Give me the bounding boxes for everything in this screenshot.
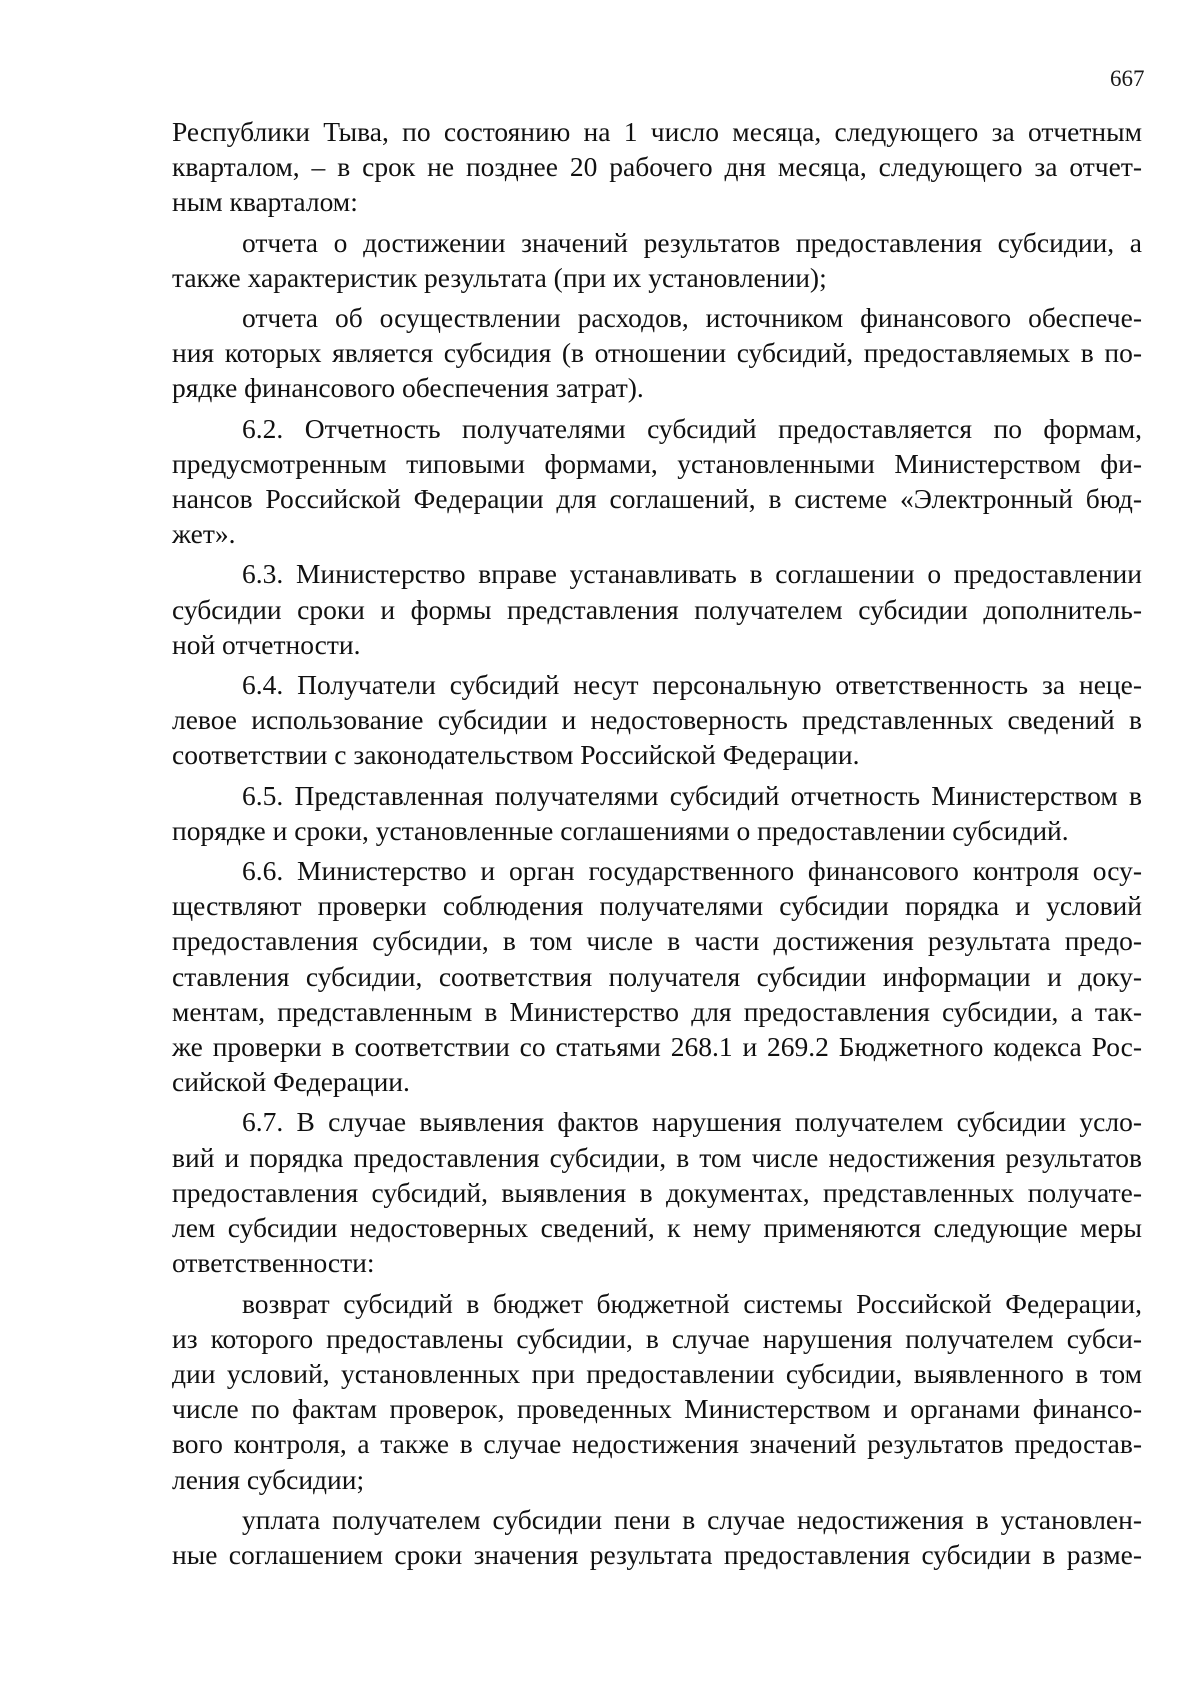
text-line: жет». [172, 518, 236, 550]
text-line: левое использование субсидии и недостоверность представленных сведений в [172, 704, 1142, 736]
text-line: Республики Тыва, по состоянию на 1 число месяца, следующего за отчетным [172, 116, 1142, 147]
text-line: предоставления субсидии, в том числе в части достижения результата предо- [172, 925, 1142, 957]
text-line: предоставления субсидий, выявления в документах, представленных получате- [172, 1176, 1142, 1208]
text-line: соответствии с законодательством Российской Федерации. [172, 739, 860, 771]
text-line: ления субсидии; [172, 1463, 365, 1495]
text-line: лем субсидии недостоверных сведений, к нему применяются следующие меры [172, 1212, 1142, 1244]
document-body [172, 114, 1142, 1572]
text-line: порядке и сроки, установленные соглашениями о предоставлении субсидий. [172, 814, 1069, 846]
text-line: ным кварталом: [172, 186, 358, 218]
text-line: ответственности: [172, 1247, 375, 1279]
text-line: отчета о достижении значений результатов предоставления субсидии, а [242, 226, 1142, 258]
text-line: ния которых является субсидия (в отношении субсидий, предоставляемых в по- [172, 337, 1142, 369]
text-line: уплата получателем субсидии пени в случае недостижения в установлен- [242, 1503, 1142, 1535]
text-line: 6.4. Получатели субсидий несут персональную ответственность за неце- [242, 669, 1142, 701]
text-line: дии условий, установленных при предоставлении субсидии, выявленного в том [172, 1357, 1142, 1389]
text-line: также характеристик результата (при их установлении); [172, 261, 827, 293]
text-line: возврат субсидий в бюджет бюджетной системы Российской Федерации, [242, 1287, 1142, 1319]
text-line: кварталом, – в срок не позднее 20 рабочего дня месяца, следующего за отчет- [172, 151, 1142, 183]
text-line: ментам, представленным в Министерство для предоставления субсидии, а так- [172, 995, 1142, 1027]
text-line: ной отчетности. [172, 628, 361, 660]
page-number: 667 [1110, 66, 1145, 91]
text-line: 6.2. Отчетность получателями субсидий предоставляется по формам, [242, 412, 1142, 444]
text-line: ществляют проверки соблюдения получателями субсидии порядка и условий [172, 890, 1142, 922]
text-line: 6.6. Министерство и орган государственного финансового контроля осу- [242, 855, 1142, 887]
text-line: 6.3. Министерство вправе устанавливать в соглашении о предоставлении [242, 558, 1142, 590]
text-line: 6.5. Представленная получателями субсидий отчетность Министерством в [242, 779, 1142, 811]
text-line: рядке финансового обеспечения затрат). [172, 372, 644, 404]
text-line: предусмотренным типовыми формами, установленными Министерством фи- [172, 447, 1142, 479]
text-line: сийской Федерации. [172, 1066, 410, 1098]
text-line: же проверки в соответствии со статьями 268.1 и 269.2 Бюджетного кодекса Рос- [172, 1031, 1142, 1063]
text-line: ные соглашением сроки значения результата предоставления субсидии в разме- [172, 1538, 1142, 1570]
text-line: субсидии сроки и формы представления получателем субсидии дополнитель- [172, 593, 1142, 625]
text-line: 6.7. В случае выявления фактов нарушения получателем субсидии усло- [242, 1106, 1142, 1138]
text-line: отчета об осуществлении расходов, источником финансового обеспече- [242, 302, 1142, 334]
text-line: вого контроля, а также в случае недостижения значений результатов предостав- [172, 1428, 1142, 1460]
text-line: числе по фактам проверок, проведенных Министерством и органами финансо- [172, 1393, 1142, 1425]
text-line: ставления субсидии, соответствия получателя субсидии информации и доку- [172, 960, 1142, 992]
text-line: из которого предоставлены субсидии, в случае нарушения получателем субси- [172, 1322, 1142, 1354]
text-line: вий и порядка предоставления субсидии, в том числе недостижения результатов [172, 1141, 1142, 1173]
text-line: нансов Российской Федерации для соглашений, в системе «Электронный бюд- [172, 483, 1142, 515]
